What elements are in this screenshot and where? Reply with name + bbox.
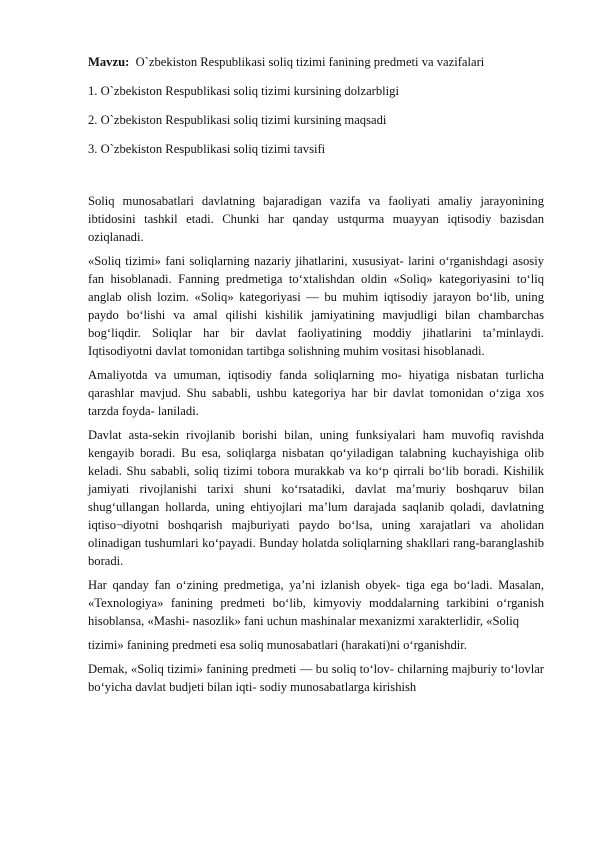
outline-item-3: 3. O`zbekiston Respublikasi soliq tizimi tavsifi (88, 142, 326, 156)
document-page (88, 54, 544, 702)
paragraph-5: Har qanday fan o‘zining predmetiga, ya’ni izlanish obyek- tiga ega bo‘ladi. Masalan, «Texnologiya» fanining predmeti bo‘lib, kimyoviy moddalarning tarkibini o‘rganish hisoblansa, «Mashi- nasozlik» fani uchun mashinalar mexanizmi xarakterlidir, «Soliq (88, 578, 544, 628)
outline-item-2: 2. O`zbekiston Respublikasi soliq tizimi kursining maqsadi (88, 113, 387, 127)
paragraph-1: Soliq munosabatlari davlatning bajaradigan vazifa va faoliyati amaliy jarayonining ibtidosini tashkil etadi. Chunki har qanday ustqurma muayyan iqtisodiy bazisdan oziqlanadi. (88, 194, 544, 244)
topic-label: Mavzu: (88, 55, 130, 69)
topic-line (88, 54, 544, 71)
paragraph-4: Davlat asta-sekin rivojlanib borishi bilan, uning funksiyalari ham muvofiq ravishda kengayib boradi. Bu esa, soliqlarga nisbatan qo‘yiladigan talabning kuchayishiga olib keladi. Shu sababli, soliq tizimi tobora murakkab va ko‘p qirrali bo‘lib boradi. Kishilik jamiyati rivojlanishi tarixi shuni ko‘rsatadiki, davlat ma’muriy boshqaruv bilan shug‘ullangan hollarda, uning ehtiyojlari ma’lum darajada saqlanib qoladi, davlatning iqtiso¬diyotni boshqarish majburiyati paydo bo‘lsa, uning xarajatlari va aholidan olinadigan tushumlari ko‘payadi. Bunday holatda soliqlarning shakllari rang-baranglashib boradi. (88, 428, 544, 568)
paragraph-7: Demak, «Soliq tizimi» fanining predmeti — bu soliq to‘lov- chilarning majburiy to‘lovlar bo‘yicha davlat budjeti bilan iqti- sodiy munosabatlarga kirishish (88, 662, 544, 694)
section-gap (88, 170, 544, 192)
outline-item-1: 1. O`zbekiston Respublikasi soliq tizimi kursining dolzarbligi (88, 84, 399, 98)
paragraph-6: tizimi» fanining predmeti esa soliq munosabatlari (harakati)ni o‘rganishdir. (88, 638, 467, 652)
topic-title: O`zbekiston Respublikasi soliq tizimi fanining predmeti va vazifalari (135, 55, 485, 69)
paragraph-2: «Soliq tizimi» fani soliqlarning nazariy jihatlarini, xususiyat- larini o‘rganishdagi asosiy fan hisoblanadi. Fanning predmetiga to‘xtalishdan oldin «Soliq» kategoriyasini to‘liq anglab olish lozim. «Soliq» kategoriyasi — bu muhim iqtisodiy jarayon bo‘lib, uning paydo bo‘lishi va amal qilishi kishilik jamiyatining mavjudligi bilan chambarchas bog‘liqdir. Soliqlar har bir davlat faoliyatining moddiy jihatlarini ta’minlaydi. Iqtisodiyotni davlat tomonidan tartibga solishning muhim vositasi hisoblanadi. (88, 254, 544, 358)
paragraph-3: Amaliyotda va umuman, iqtisodiy fanda soliqlarning mo- hiyatiga nisbatan turlicha qarashlar mavjud. Shu sababli, ushbu kategoriya har bir davlat tomonidan o‘ziga xos tarzda foyda- laniladi. (88, 368, 544, 418)
